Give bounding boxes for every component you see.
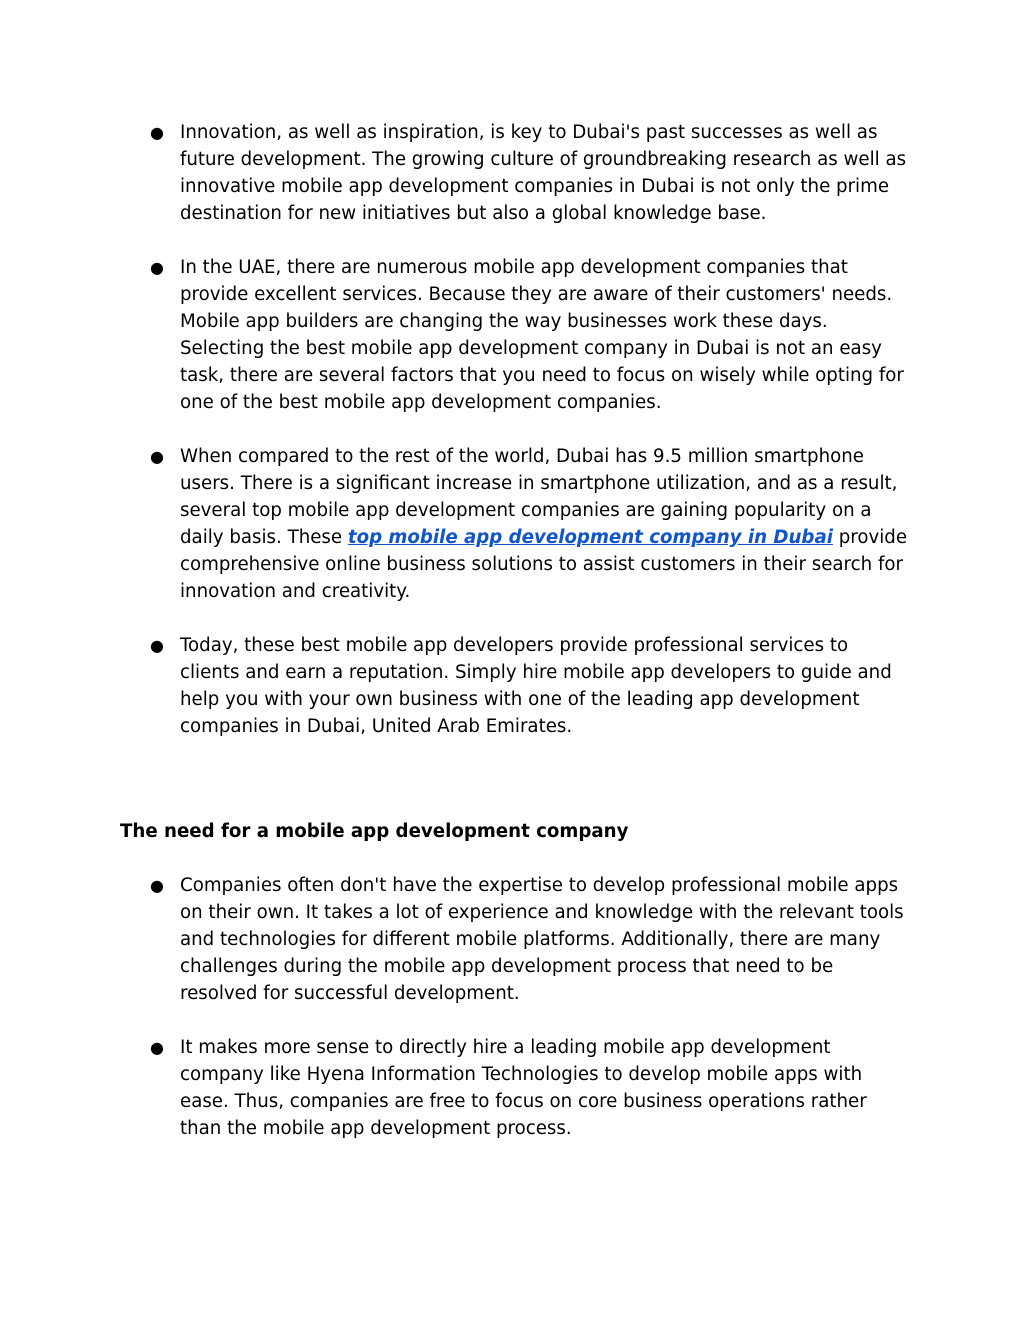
bullet-text: In the UAE, there are numerous mobile app development companies that provide excellent services. Because they are aware of their customers' needs. Mobile app builders are changing the way businesses work these days. Selecting the best mobile app development company in Dubai is not an easy task, there are several factors that you need to focus on wisely while opting for one of the best mobile app development companies. [180, 257, 904, 413]
bullet-text: Companies often don't have the expertise to develop professional mobile apps on their own. It takes a lot of experience and knowledge with the relevant tools and technologies for different mobile platforms. Additionally, there are many challenges during the mobile app development process that need to be resolved for successful development. [180, 875, 904, 1004]
list-item [150, 254, 910, 416]
bullet-text-before-link: When compared to the rest of the world, Dubai has 9.5 million smartphone users. There is a significant increase in smartphone utilization, and as a result, several top mobile app development companies are gaining popularity on a daily basis. These [180, 446, 898, 548]
list-item [150, 443, 910, 605]
bullet-icon: ● [150, 123, 164, 142]
bullet-icon: ● [150, 636, 164, 655]
bullet-icon: ● [150, 876, 164, 895]
bullet-icon: ● [150, 447, 164, 466]
bullet-text: Innovation, as well as inspiration, is key to Dubai's past successes as well as future development. The growing culture of groundbreaking research as well as innovative mobile app development companies in Dubai is not only the prime destination for new initiatives but also a global knowledge base. [180, 122, 907, 224]
list-item [150, 872, 910, 1007]
bullet-text [180, 443, 910, 605]
bullet-text-after-link: provide comprehensive online business solutions to assist customers in their search for innovation and creativity. [180, 527, 908, 602]
list-item [150, 632, 910, 740]
section-heading: The need for a mobile app development company [120, 821, 629, 842]
list-item [150, 119, 910, 227]
bullet-text: Today, these best mobile app developers provide professional services to clients and earn a reputation. Simply hire mobile app developers to guide and help you with your own business with one of the leading app development companies in Dubai, United Arab Emirates. [180, 635, 892, 737]
bullet-list-need [150, 872, 910, 1169]
list-item [150, 1034, 910, 1142]
bullet-text: It makes more sense to directly hire a leading mobile app development company like Hyena Information Technologies to develop mobile apps with ease. Thus, companies are free to focus on core business operations rather than the mobile app development process. [180, 1037, 867, 1139]
top-mobile-app-company-link[interactable]: top mobile app development company in Dubai [347, 527, 833, 548]
bullet-icon: ● [150, 258, 164, 277]
bullet-list-intro [150, 119, 910, 767]
bullet-icon: ● [150, 1038, 164, 1057]
